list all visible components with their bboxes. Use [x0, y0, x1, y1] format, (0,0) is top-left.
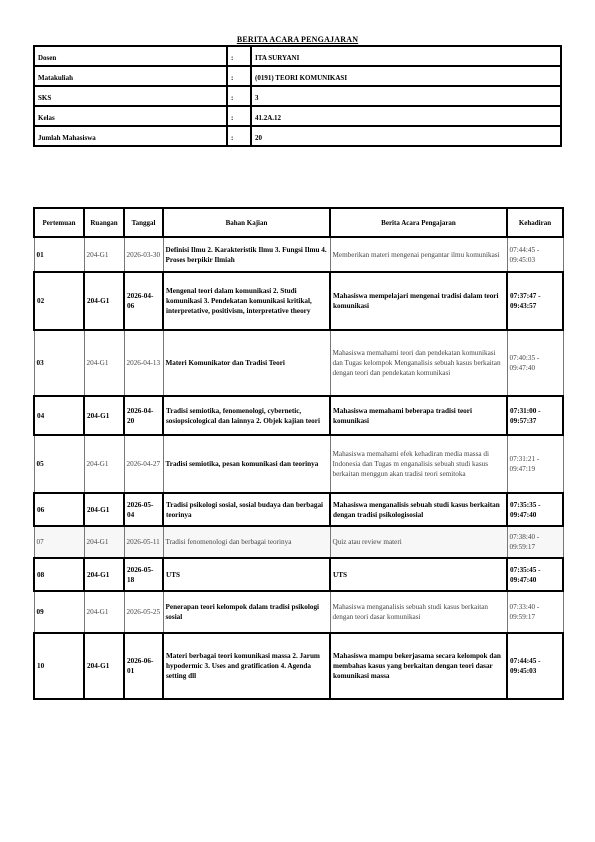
attendance-time-cell: 07:33:40 - 09:59:17 [507, 591, 563, 633]
info-value: 41.2A.12 [251, 106, 561, 126]
info-separator: : [227, 126, 251, 146]
table-row [34, 396, 563, 435]
topic-cell: Mengenal teori dalam komunikasi 2. Studi komunikasi 3. Pendekatan komunikasi kritikal, interpretative, positivism, interpretative theory [163, 272, 330, 330]
attendance-time-cell: 07:44:45 - 09:45:03 [507, 237, 563, 272]
date-cell: 2026-04-20 [124, 396, 163, 435]
info-value: 20 [251, 126, 561, 146]
info-label: Matakuliah [34, 66, 227, 86]
room-cell: 204-G1 [84, 558, 124, 591]
report-cell: Quiz atau review materi [330, 526, 507, 558]
attendance-time-cell: 07:40:35 - 09:47:40 [507, 330, 563, 396]
info-separator: : [227, 86, 251, 106]
date-cell: 2026-04-27 [124, 435, 163, 493]
info-label: Kelas [34, 106, 227, 126]
info-row [34, 66, 561, 86]
column-header: Ruangan [84, 208, 124, 237]
column-header: Bahan Kajian [163, 208, 330, 237]
report-cell: Mahasiswa memahami efek kehadiran media massa di Indonesia dan Tugas m enganalisis sebuah studi kasus berkaitan menggun akan tradisi teori semitoka [330, 435, 507, 493]
date-cell: 2026-04-13 [124, 330, 163, 396]
attendance-time-cell: 07:35:45 - 09:47:40 [507, 558, 563, 591]
topic-cell: Tradisi psikologi sosial, sosial budaya dan berbagai teorinya [163, 493, 330, 526]
attendance-time-cell: 07:37:47 - 09:43:57 [507, 272, 563, 330]
room-cell: 204-G1 [84, 493, 124, 526]
info-row [34, 126, 561, 146]
date-cell: 2026-05-11 [124, 526, 163, 558]
attendance-table [33, 207, 564, 700]
attendance-time-cell: 07:44:45 - 09:45:03 [507, 633, 563, 699]
report-cell: Mahasiswa menganalisis sebuah studi kasus berkaitan dengan tradisi psikologisosial [330, 493, 507, 526]
attendance-time-cell: 07:38:40 - 09:59:17 [507, 526, 563, 558]
room-cell: 204-G1 [84, 633, 124, 699]
date-cell: 2026-05-25 [124, 591, 163, 633]
room-cell: 204-G1 [84, 526, 124, 558]
info-separator: : [227, 106, 251, 126]
room-cell: 204-G1 [84, 272, 124, 330]
date-cell: 2026-03-30 [124, 237, 163, 272]
session-number: 07 [34, 526, 84, 558]
room-cell: 204-G1 [84, 237, 124, 272]
table-row [34, 272, 563, 330]
date-cell: 2026-06-01 [124, 633, 163, 699]
room-cell: 204-G1 [84, 330, 124, 396]
topic-cell: Tradisi semiotika, fenomenologi, cybernetic, sosiopsicological dan lainnya 2. Objek kajian teori [163, 396, 330, 435]
date-cell: 2026-05-18 [124, 558, 163, 591]
topic-cell: UTS [163, 558, 330, 591]
topic-cell: Materi Komunikator dan Tradisi Teori [163, 330, 330, 396]
table-row [34, 633, 563, 699]
date-cell: 2026-04-06 [124, 272, 163, 330]
room-cell: 204-G1 [84, 435, 124, 493]
info-row [34, 86, 561, 106]
topic-cell: Penerapan teori kelompok dalam tradisi psikologi sosial [163, 591, 330, 633]
attendance-time-cell: 07:31:21 - 09:47:19 [507, 435, 563, 493]
report-cell: Mahasiswa mempelajari mengenai tradisi dalam teori komunikasi [330, 272, 507, 330]
info-label: Dosen [34, 46, 227, 66]
topic-cell: Definisi Ilmu 2. Karakteristik Ilmu 3. Fungsi Ilmu 4. Proses berpikir Ilmiah [163, 237, 330, 272]
table-row [34, 493, 563, 526]
document-title: BERITA ACARA PENGAJARAN [236, 35, 359, 44]
info-table [33, 45, 562, 147]
report-cell: Mahasiswa memahami beberapa tradisi teori komunikasi [330, 396, 507, 435]
topic-cell: Tradisi semiotika, pesan komunikasi dan teorinya [163, 435, 330, 493]
report-cell: Mahasiswa menganalisis sebuah studi kasus berkaitan dengan teori dasar komunikasi [330, 591, 507, 633]
info-value: (0191) TEORI KOMUNIKASI [251, 66, 561, 86]
info-row [34, 46, 561, 66]
table-row [34, 591, 563, 633]
info-row [34, 106, 561, 126]
report-cell: Memberikan materi mengenai pengantar ilmu komunikasi [330, 237, 507, 272]
info-label: SKS [34, 86, 227, 106]
table-row [34, 558, 563, 591]
session-number: 06 [34, 493, 84, 526]
column-header: Berita Acara Pengajaran [330, 208, 507, 237]
topic-cell: Tradisi fenomenologi dan berbagai teorinya [163, 526, 330, 558]
column-header: Pertemuan [34, 208, 84, 237]
session-number: 09 [34, 591, 84, 633]
table-row [34, 237, 563, 272]
table-row [34, 435, 563, 493]
session-number: 03 [34, 330, 84, 396]
column-header: Tanggal [124, 208, 163, 237]
info-label: Jumlah Mahasiswa [34, 126, 227, 146]
info-value: ITA SURYANI [251, 46, 561, 66]
info-separator: : [227, 66, 251, 86]
session-number: 04 [34, 396, 84, 435]
topic-cell: Materi berbagai teori komunikasi massa 2. Jarum hypodermic 3. Uses and gratification 4. Agenda setting dll [163, 633, 330, 699]
session-number: 08 [34, 558, 84, 591]
session-number: 10 [34, 633, 84, 699]
table-row [34, 330, 563, 396]
report-cell: Mahasiswa memahami teori dan pendekatan komunikasi dan Tugas kelompok Menganalisis sebuah kasus berkaitan dengan teori dan pendekatan komunikasi [330, 330, 507, 396]
attendance-time-cell: 07:31:00 - 09:57:37 [507, 396, 563, 435]
room-cell: 204-G1 [84, 591, 124, 633]
info-value: 3 [251, 86, 561, 106]
session-number: 05 [34, 435, 84, 493]
session-number: 02 [34, 272, 84, 330]
table-row [34, 526, 563, 558]
column-header: Kehadiran [507, 208, 563, 237]
report-cell: Mahasiswa mampu bekerjasama secara kelompok dan membahas kasus yang berkaitan dengan teori dasar komunikasi massa [330, 633, 507, 699]
attendance-time-cell: 07:35:35 - 09:47:40 [507, 493, 563, 526]
report-cell: UTS [330, 558, 507, 591]
info-separator: : [227, 46, 251, 66]
session-number: 01 [34, 237, 84, 272]
room-cell: 204-G1 [84, 396, 124, 435]
date-cell: 2026-05-04 [124, 493, 163, 526]
